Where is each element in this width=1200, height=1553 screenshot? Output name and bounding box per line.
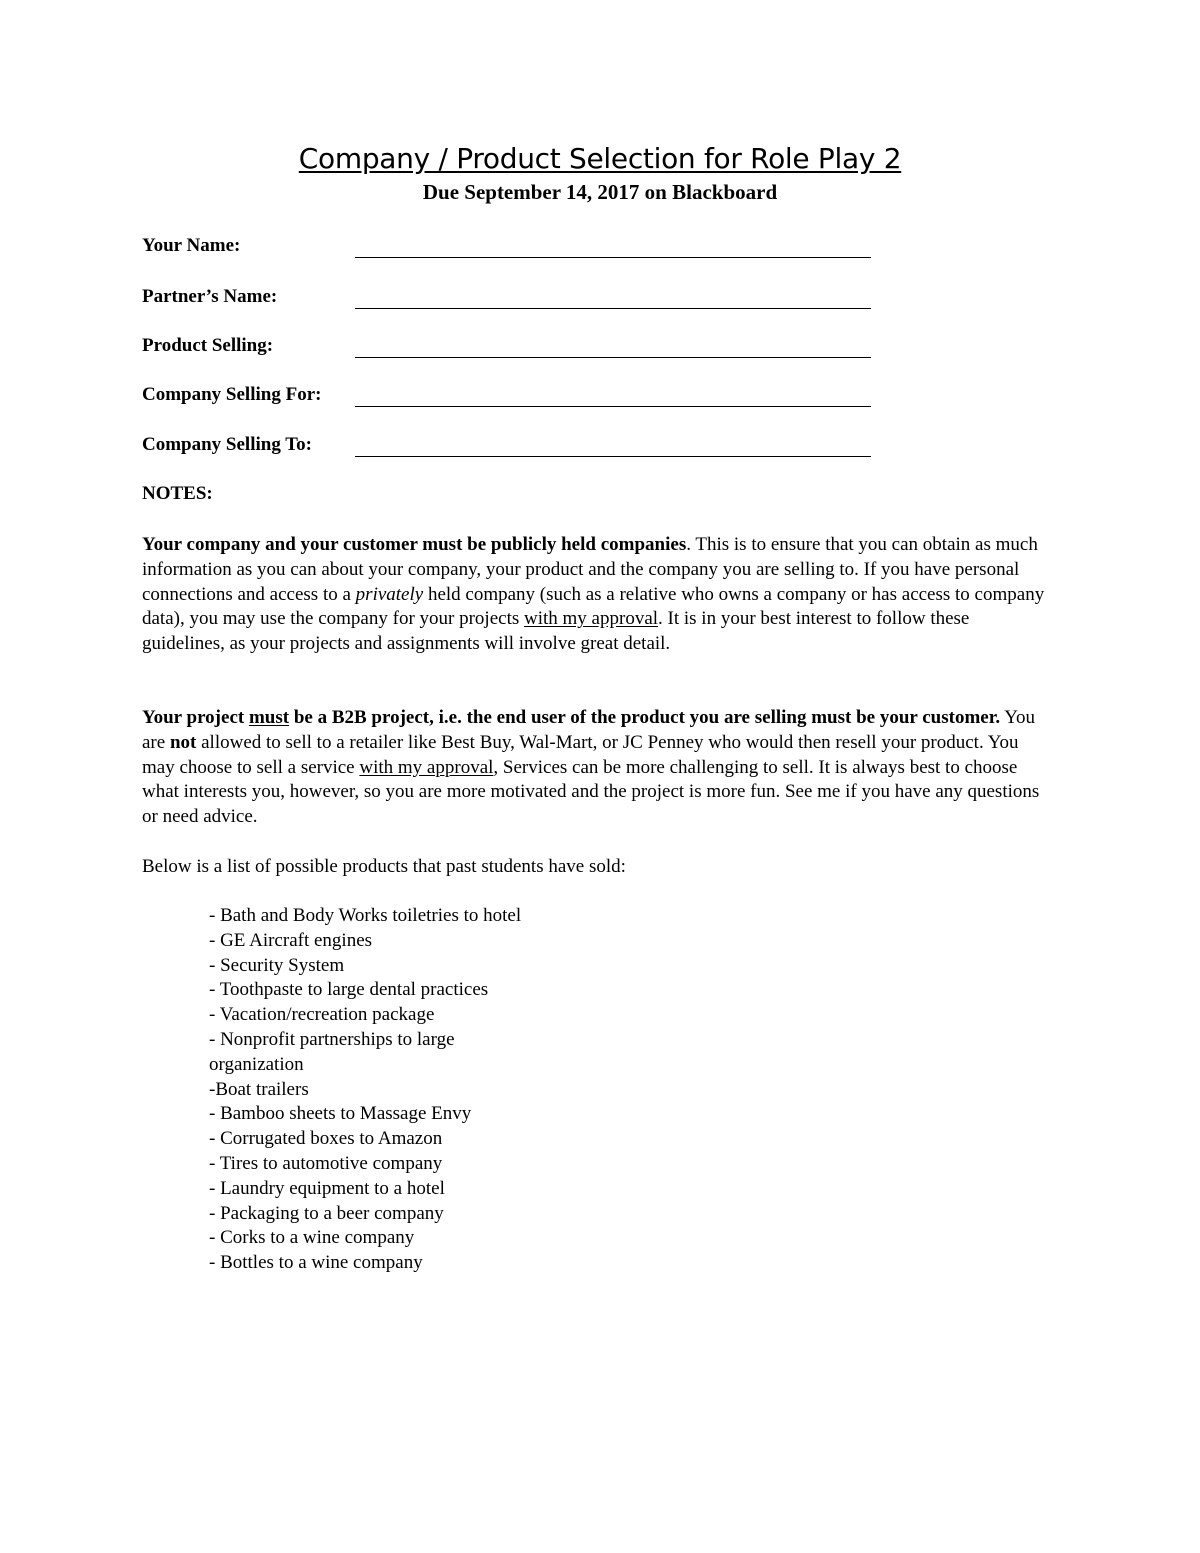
- list-item: - Bath and Body Works toiletries to hotel: [209, 905, 522, 926]
- bold-emphasis: not: [169, 731, 197, 753]
- due-date-subtitle: Due September 14, 2017 on Blackboard: [422, 180, 778, 204]
- bold-run: be a B2B project, i.e. the end user of the product you are selling must be your customer.: [289, 707, 1001, 728]
- field-company-selling-to: [142, 434, 882, 460]
- bold-run: Your project: [142, 707, 249, 728]
- underlined-emphasis: with my approval: [524, 608, 659, 630]
- field-label: Product Selling:: [142, 335, 274, 356]
- notes-heading: NOTES:: [142, 483, 213, 504]
- company-selling-to-blank-line[interactable]: [355, 456, 871, 457]
- field-company-selling-for: [142, 384, 882, 410]
- text-run: . This is to ensure that you can obtain as much information as you can about your company, your product and the company you are selling to. If you have personal connections and access to a: [142, 534, 1038, 605]
- list-item: - Toothpaste to large dental practices: [209, 979, 489, 1001]
- notes-paragraph-public-companies: [142, 533, 1047, 657]
- partner-name-blank-line[interactable]: [355, 308, 871, 309]
- product-list-intro: Below is a list of possible products that past students have sold:: [142, 856, 626, 877]
- text-run: , Services can be more challenging to sell. It is always best to choose what interests you, however, so you are more motivated and the project is more fun. See me if you have any questions or need advice.: [142, 756, 1040, 828]
- bold-lead: Your company and your customer must be publicly held companies: [142, 534, 687, 555]
- list-item: - Bottles to a wine company: [209, 1252, 423, 1274]
- text-run: allowed to sell to a retailer like Best Buy, Wal-Mart, or JC Penney who would then resell your product. You may choose to sell a service: [142, 731, 1019, 778]
- text-run: You are: [142, 707, 1036, 753]
- field-product-selling: [142, 335, 882, 361]
- list-item: - Corks to a wine company: [209, 1227, 415, 1249]
- underlined-emphasis: with my approval: [359, 756, 494, 778]
- list-item: - GE Aircraft engines: [209, 929, 373, 951]
- italic-emphasis: privately: [355, 583, 424, 605]
- list-item: - Tires to automotive company: [209, 1152, 443, 1174]
- list-item: - Packaging to a beer company: [209, 1202, 444, 1224]
- notes-paragraph-b2b-project: [142, 706, 1047, 830]
- company-selling-for-blank-line[interactable]: [355, 406, 871, 407]
- document-title: Company / Product Selection for Role Play 2: [298, 142, 902, 175]
- field-label: Company Selling For:: [142, 384, 322, 405]
- field-partner-name: [142, 286, 882, 312]
- your-name-blank-line[interactable]: [355, 257, 871, 258]
- list-item: - Corrugated boxes to Amazon: [209, 1128, 443, 1150]
- field-label: Company Selling To:: [142, 434, 312, 455]
- bold-underlined-emphasis: must: [248, 707, 290, 728]
- list-item: - Vacation/recreation package: [209, 1004, 435, 1026]
- list-item: - Laundry equipment to a hotel: [209, 1177, 445, 1199]
- field-label: Partner’s Name:: [142, 286, 278, 307]
- text-run: held company (such as a relative who owns a company or has access to company data), you may use the company for your projects: [142, 583, 1045, 630]
- field-label: Your Name:: [142, 235, 241, 256]
- text-run: . It is in your best interest to follow these guidelines, as your projects and assignments will involve great detail.: [142, 608, 970, 655]
- list-item: -Boat trailers: [209, 1078, 309, 1100]
- list-item: - Nonprofit partnerships to large organization: [209, 1028, 455, 1075]
- product-list: [209, 904, 529, 1276]
- product-selling-blank-line[interactable]: [355, 357, 871, 358]
- list-item: - Security System: [209, 954, 345, 976]
- list-item: - Bamboo sheets to Massage Envy: [209, 1103, 472, 1125]
- field-your-name: [142, 235, 882, 261]
